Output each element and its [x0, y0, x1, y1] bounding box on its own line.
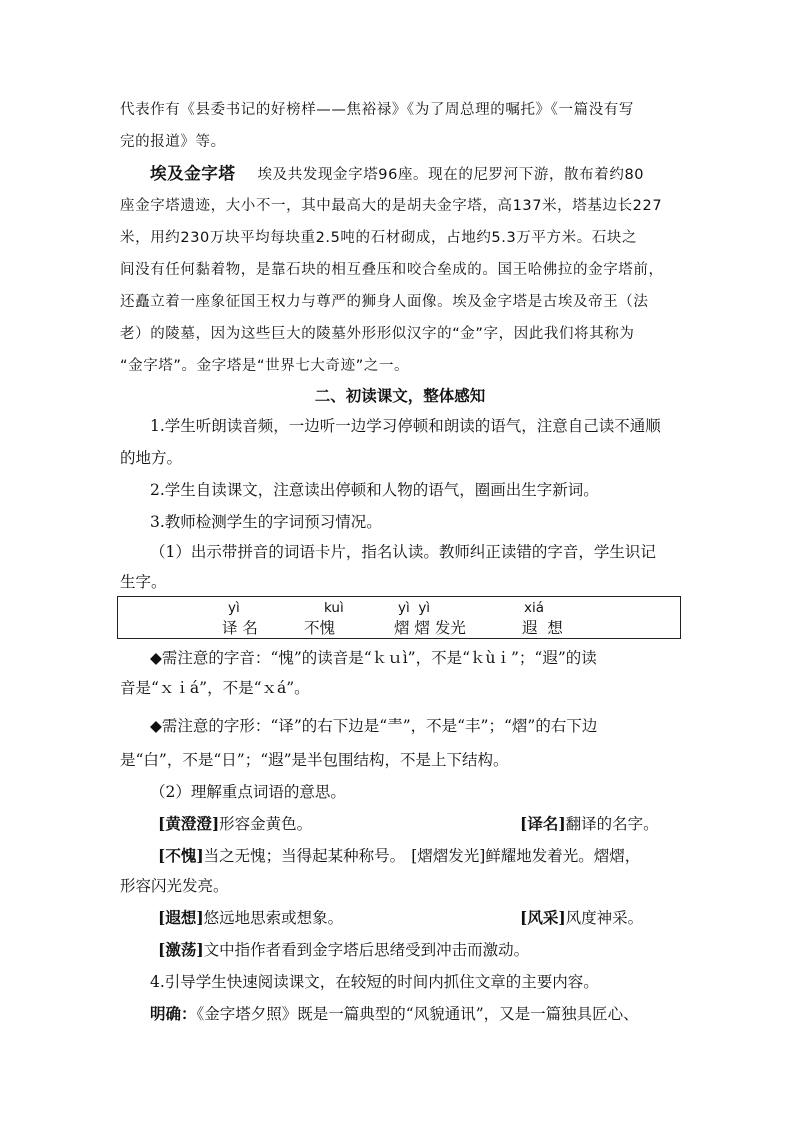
sub2-heading: （2）理解重点词语的意思。: [150, 783, 346, 801]
def-yiyifaguang: 鲜耀地发着光。熠熠，: [485, 847, 641, 865]
egypt-line-1-text: 埃及共发现金字塔96座。现在的尼罗河下游，散布着约80: [257, 167, 645, 183]
shape-note-line-1: ◆需注意的字形：“译”的右下边是“龶”，不是“丰”；“熠”的右下边: [150, 717, 598, 735]
vocab-card: [117, 596, 681, 639]
word-bukui: 不愧: [304, 619, 336, 637]
word-yiming: 译 名: [222, 619, 258, 637]
term-huangdengdeng: [黄澄澄]: [158, 814, 220, 833]
pinyin-xia: xiá: [524, 600, 545, 616]
egypt-line-5: 还矗立着一座象征国王权力与尊严的狮身人面像。埃及金字塔是古埃及帝王（法: [120, 294, 649, 310]
egypt-line-1: [150, 164, 680, 185]
clarify-label: 明确：: [150, 1004, 197, 1023]
sub1-line-2: 生字。: [120, 573, 167, 591]
meaning-xiaxiang: [158, 908, 518, 928]
egypt-term: 埃及金字塔: [150, 164, 236, 183]
egypt-line-6: 老）的陵墓，因为这些巨大的陵墓外形形似汉字的“金”字，因此我们将其称为: [120, 326, 635, 342]
def-jidang: 文中指作者看到金字塔后思绪受到冲击而激动。: [203, 941, 530, 959]
def-xiaxiang: 悠远地思索或想象。: [203, 909, 344, 927]
egypt-line-7: “金字塔”。金字塔是“世界七大奇迹”之一。: [120, 358, 410, 374]
item1-line-1: 1.学生听朗读音频，一边听一边学习停顿和朗读的语气，注意自己读不通顺: [150, 417, 661, 435]
term-jidang: [激荡]: [158, 940, 204, 959]
item1-line-2: 的地方。: [120, 449, 183, 467]
def-yiming: 翻译的名字。: [565, 815, 659, 833]
pron-note-line-2: 音是“ｘｉá”，不是“ｘá”。: [120, 679, 310, 697]
def-bukui: 当之无愧；当得起某种称号。: [203, 847, 406, 865]
pinyin-yiyi: yì yì: [398, 600, 431, 616]
sub1-line-1: （1）出示带拼音的词语卡片，指名认读。教师纠正读错的字音，学生识记: [150, 543, 656, 561]
term-xiaxiang: [遐想]: [158, 908, 204, 927]
def-yiyifaguang-line-2: 形容闪光发亮。: [120, 877, 229, 895]
def-fengcai: 风度神采。: [565, 909, 644, 927]
pron-note-line-1: ◆需注意的字音：“愧”的读音是“ｋｕì”，不是“ｋùｉ”；“遐”的读: [150, 649, 597, 667]
item4-line-1: 4.引导学生快速阅读课文，在较短的时间内抓住文章的主要内容。: [150, 973, 599, 991]
pinyin-yi: yì: [228, 600, 240, 616]
section-heading: 二、初读课文，整体感知: [314, 386, 486, 405]
meaning-jidang: [158, 940, 680, 960]
item2: 2.学生自读课文，注意读出停顿和人物的语气，圈画出生字新词。: [150, 481, 599, 499]
egypt-line-4: 间没有任何黏着物，是靠石块的相互叠压和咬合垒成的。国王哈佛拉的金字塔前，: [120, 262, 664, 278]
works-line-1: 代表作有《县委书记的好榜样——焦裕禄》《为了周总理的嘱托》《一篇没有写: [120, 102, 634, 118]
meaning-fengcai: [520, 908, 680, 928]
clarify-text: 《金字塔夕照》既是一篇典型的“风貌通讯”，又是一篇独具匠心、: [196, 1005, 639, 1023]
shape-note-line-2: 是“白”，不是“日”；“遐”是半包围结构，不是上下结构。: [120, 751, 509, 769]
word-xiaxiang: 遐 想: [522, 619, 563, 637]
word-yiyifaguang: 熠 熠 发光: [394, 619, 466, 637]
term-yiyifaguang: [熠熠发光]: [411, 847, 486, 865]
meaning-bukui-yiyi: [158, 846, 680, 866]
meaning-yiming: [520, 814, 680, 834]
term-fengcai: [风采]: [520, 908, 566, 927]
term-bukui: [不愧]: [158, 846, 204, 865]
item3: 3.教师检测学生的字词预习情况。: [150, 513, 382, 531]
works-line-2: 完的报道》等。: [120, 134, 226, 150]
term-yiming: [译名]: [520, 814, 566, 833]
egypt-line-2: 座金字塔遗迹，大小不一，其中最高大的是胡夫金字塔，高137米，塔基边长227: [120, 198, 663, 214]
item4-line-2: [150, 1004, 680, 1024]
meaning-huangdengdeng: [158, 814, 518, 834]
egypt-line-3: 米，用约230万块平均每块重2.5吨的石材砌成，占地约5.3万平方米。石块之: [120, 230, 638, 246]
pinyin-kui: kuì: [324, 600, 344, 616]
def-huangdengdeng: 形容金黄色。: [219, 815, 313, 833]
